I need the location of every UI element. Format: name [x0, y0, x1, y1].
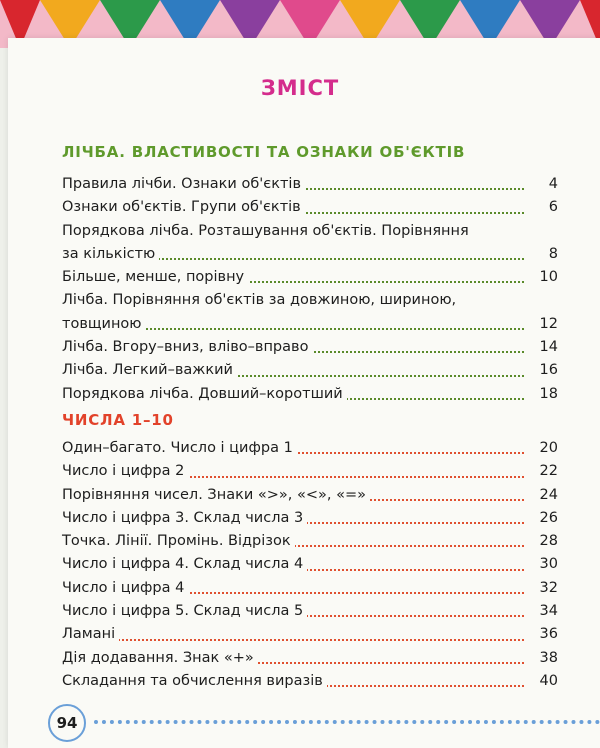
toc-entry-title: Порядкова лічба. Довший–коротший: [62, 386, 347, 402]
toc-entry[interactable]: [62, 647, 558, 670]
section-title-counting: ЛІЧБА. ВЛАСТИВОСТІ ТА ОЗНАКИ ОБ'ЄКТІВ: [62, 143, 466, 161]
toc-entry-title: Один–багато. Число і цифра 1: [62, 440, 297, 456]
toc-entry-page: 4: [548, 176, 558, 192]
dot-leader: [62, 639, 524, 641]
toc-entry-page: 18: [539, 385, 558, 402]
toc-list-numbers: [62, 437, 558, 693]
toc-entry-title: Порівняння чисел. Знаки «>», «<», «=»: [62, 487, 370, 503]
toc-entry[interactable]: [62, 289, 558, 336]
toc-entry-title: Точка. Лінії. Промінь. Відрізок: [62, 533, 295, 549]
toc-entry[interactable]: [62, 266, 558, 289]
toc-entry-page: 26: [539, 509, 558, 526]
toc-entry-page: 14: [539, 339, 558, 356]
toc-entry[interactable]: [62, 553, 558, 576]
toc-entry-page: 38: [539, 649, 558, 666]
toc-entry-title: Ознаки об'єктів. Групи об'єктів: [62, 199, 305, 215]
toc-entry-title-continued: товщиною: [62, 316, 146, 332]
section-title-numbers: ЧИСЛА 1–10: [62, 411, 174, 429]
toc-entry-title: Складання та обчислення виразів: [62, 673, 327, 689]
toc-entry[interactable]: [62, 359, 558, 382]
toc-entry[interactable]: [62, 577, 558, 600]
toc-entry-page: 32: [539, 579, 558, 596]
toc-entry-title: Порядкова лічба. Розташування об'єктів. Порівняння: [62, 222, 469, 239]
toc-entry-title: Число і цифра 4. Склад числа 4: [62, 556, 307, 572]
toc-entry[interactable]: [62, 623, 558, 646]
toc-entry-page: 20: [539, 440, 558, 456]
toc-entry-page: 16: [539, 362, 558, 379]
toc-entry-title: Більше, менше, порівну: [62, 269, 248, 285]
toc-entry[interactable]: [62, 336, 558, 359]
toc-entry[interactable]: [62, 507, 558, 530]
toc-entry[interactable]: [62, 220, 558, 267]
toc-entry[interactable]: [62, 484, 558, 507]
toc-entry-page: 10: [539, 269, 558, 286]
toc-entry[interactable]: [62, 173, 558, 196]
toc-entry-title: Число і цифра 5. Склад числа 5: [62, 603, 307, 619]
toc-entry-title: Дія додавання. Знак «+»: [62, 650, 258, 666]
toc-list-counting: [62, 173, 558, 406]
page-number-badge: 94: [48, 704, 86, 742]
toc-entry[interactable]: [62, 600, 558, 623]
toc-entry[interactable]: [62, 196, 558, 219]
toc-entry[interactable]: [62, 670, 558, 693]
toc-entry-title: Число і цифра 4: [62, 580, 188, 596]
toc-entry-title: Лічба. Вгору–вниз, вліво–вправо: [62, 339, 312, 355]
toc-entry-page: 24: [539, 486, 558, 503]
toc-entry[interactable]: [62, 530, 558, 553]
toc-entry-page: 34: [539, 603, 558, 620]
toc-entry[interactable]: [62, 460, 558, 483]
toc-entry-title: Число і цифра 2: [62, 463, 188, 479]
toc-entry-title-continued: за кількістю: [62, 246, 159, 262]
toc-entry-title: Лічба. Легкий–важкий: [62, 362, 237, 378]
page-title: ЗМІСТ: [260, 76, 340, 100]
footer-dot-line: [94, 720, 600, 728]
toc-entry-title: Ламані: [62, 626, 119, 642]
toc-entry-page: 36: [539, 626, 558, 643]
toc-entry-page: 30: [539, 556, 558, 573]
toc-entry-page: 28: [539, 533, 558, 550]
toc-entry[interactable]: [62, 437, 558, 460]
toc-entry-title: Число і цифра 3. Склад числа 3: [62, 510, 307, 526]
toc-entry[interactable]: [62, 383, 558, 406]
toc-entry-page: 6: [548, 199, 558, 216]
toc-entry-page: 12: [539, 315, 558, 332]
toc-entry-title: Лічба. Порівняння об'єктів за довжиною, шириною,: [62, 292, 457, 309]
toc-entry-page: 40: [539, 672, 558, 689]
toc-entry-page: 22: [539, 463, 558, 480]
toc-entry-title: Правила лічби. Ознаки об'єктів: [62, 176, 305, 192]
toc-entry-page: 8: [548, 245, 558, 262]
